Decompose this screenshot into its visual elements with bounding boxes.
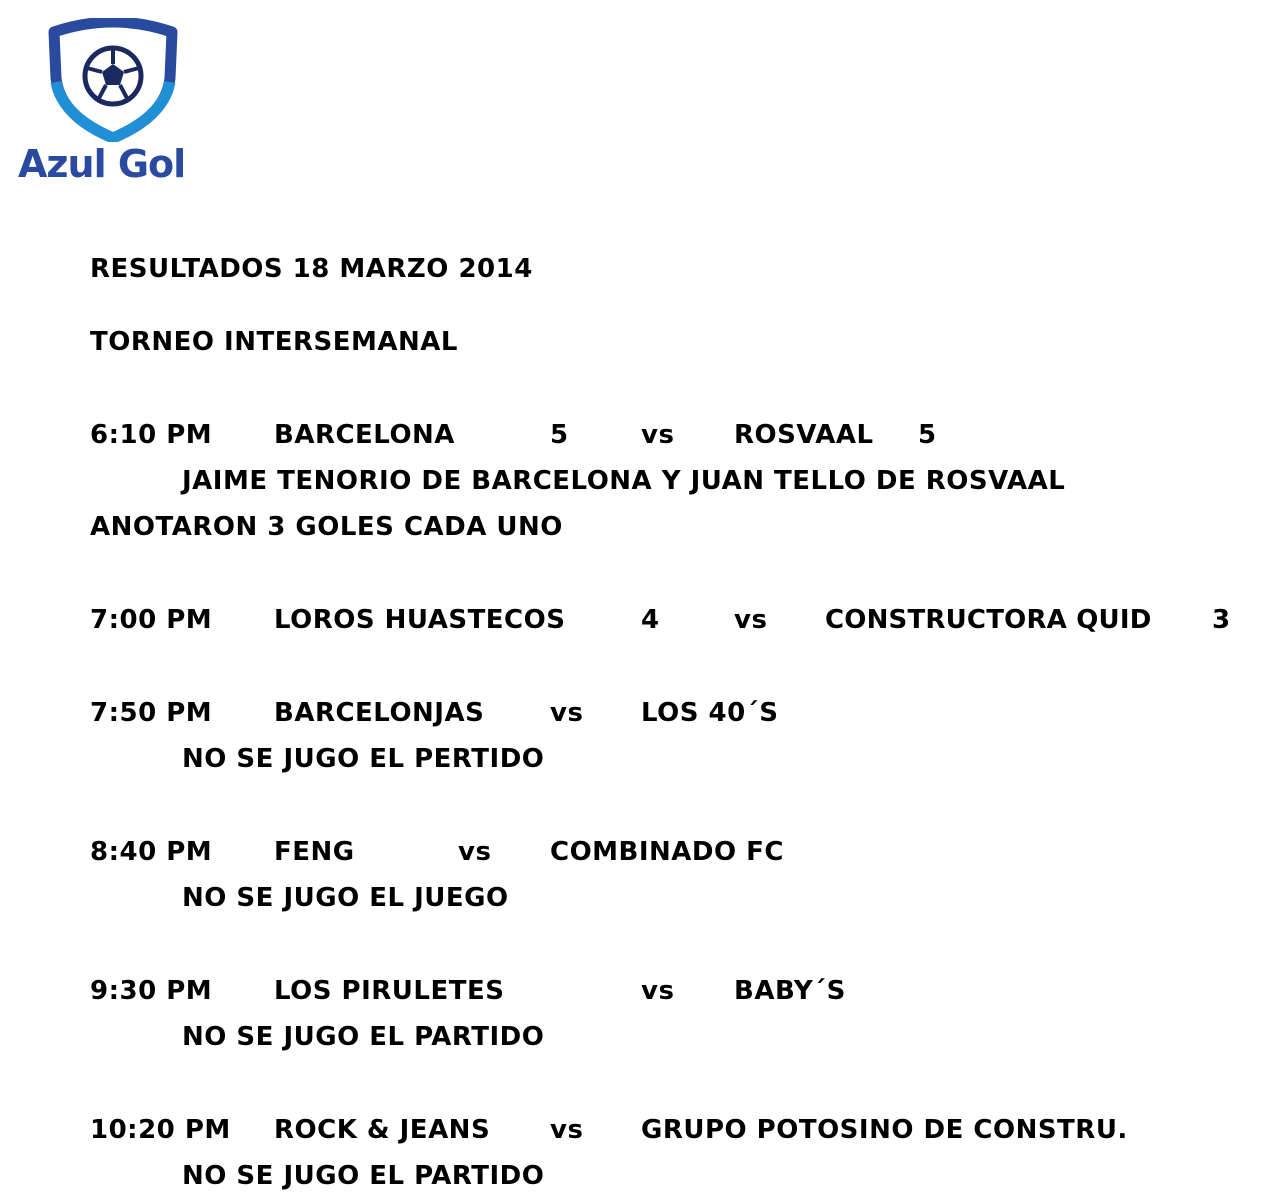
match-time: 6:10 PM — [90, 420, 213, 450]
shield-ball-icon — [48, 18, 178, 142]
tournament-name: TORNEO INTERSEMANAL — [90, 327, 458, 357]
match-note: NO SE JUGO EL JUEGO — [182, 883, 509, 913]
brand-name: Azul Gol — [18, 142, 186, 186]
vs-label: vs — [458, 837, 492, 867]
match-time: 7:50 PM — [90, 698, 213, 728]
vs-label: vs — [641, 420, 675, 450]
score-b: 5 — [918, 420, 937, 450]
vs-label: vs — [734, 605, 768, 635]
team-b: GRUPO POTOSINO DE CONSTRU. — [641, 1115, 1128, 1145]
team-a: BARCELONA — [274, 420, 455, 450]
score-a: 4 — [641, 605, 660, 635]
match-note: NO SE JUGO EL PARTIDO — [182, 1161, 545, 1191]
match-time: 8:40 PM — [90, 837, 213, 867]
team-a: ROCK & JEANS — [274, 1115, 491, 1145]
team-b: COMBINADO FC — [550, 837, 785, 867]
match-note: NO SE JUGO EL PERTIDO — [182, 744, 545, 774]
team-a: LOS PIRULETES — [274, 976, 505, 1006]
score-b: 3 — [1212, 605, 1231, 635]
page-title: RESULTADOS 18 MARZO 2014 — [90, 254, 533, 284]
vs-label: vs — [550, 698, 584, 728]
team-a: BARCELONJAS — [274, 698, 485, 728]
team-b: ROSVAAL — [734, 420, 874, 450]
match-note: NO SE JUGO EL PARTIDO — [182, 1022, 545, 1052]
team-b: CONSTRUCTORA QUID — [825, 605, 1152, 635]
match-time: 7:00 PM — [90, 605, 213, 635]
team-b: LOS 40´S — [641, 698, 779, 728]
team-b: BABY´S — [734, 976, 846, 1006]
vs-label: vs — [641, 976, 675, 1006]
match-note: JAIME TENORIO DE BARCELONA Y JUAN TELLO DE ROSVAAL — [182, 466, 1066, 496]
logo — [14, 14, 204, 194]
match-time: 9:30 PM — [90, 976, 213, 1006]
team-a: LOROS HUASTECOS — [274, 605, 566, 635]
match-note-continued: ANOTARON 3 GOLES CADA UNO — [90, 512, 563, 542]
team-a: FENG — [274, 837, 355, 867]
match-time: 10:20 PM — [90, 1115, 231, 1145]
score-a: 5 — [550, 420, 569, 450]
vs-label: vs — [550, 1115, 584, 1145]
